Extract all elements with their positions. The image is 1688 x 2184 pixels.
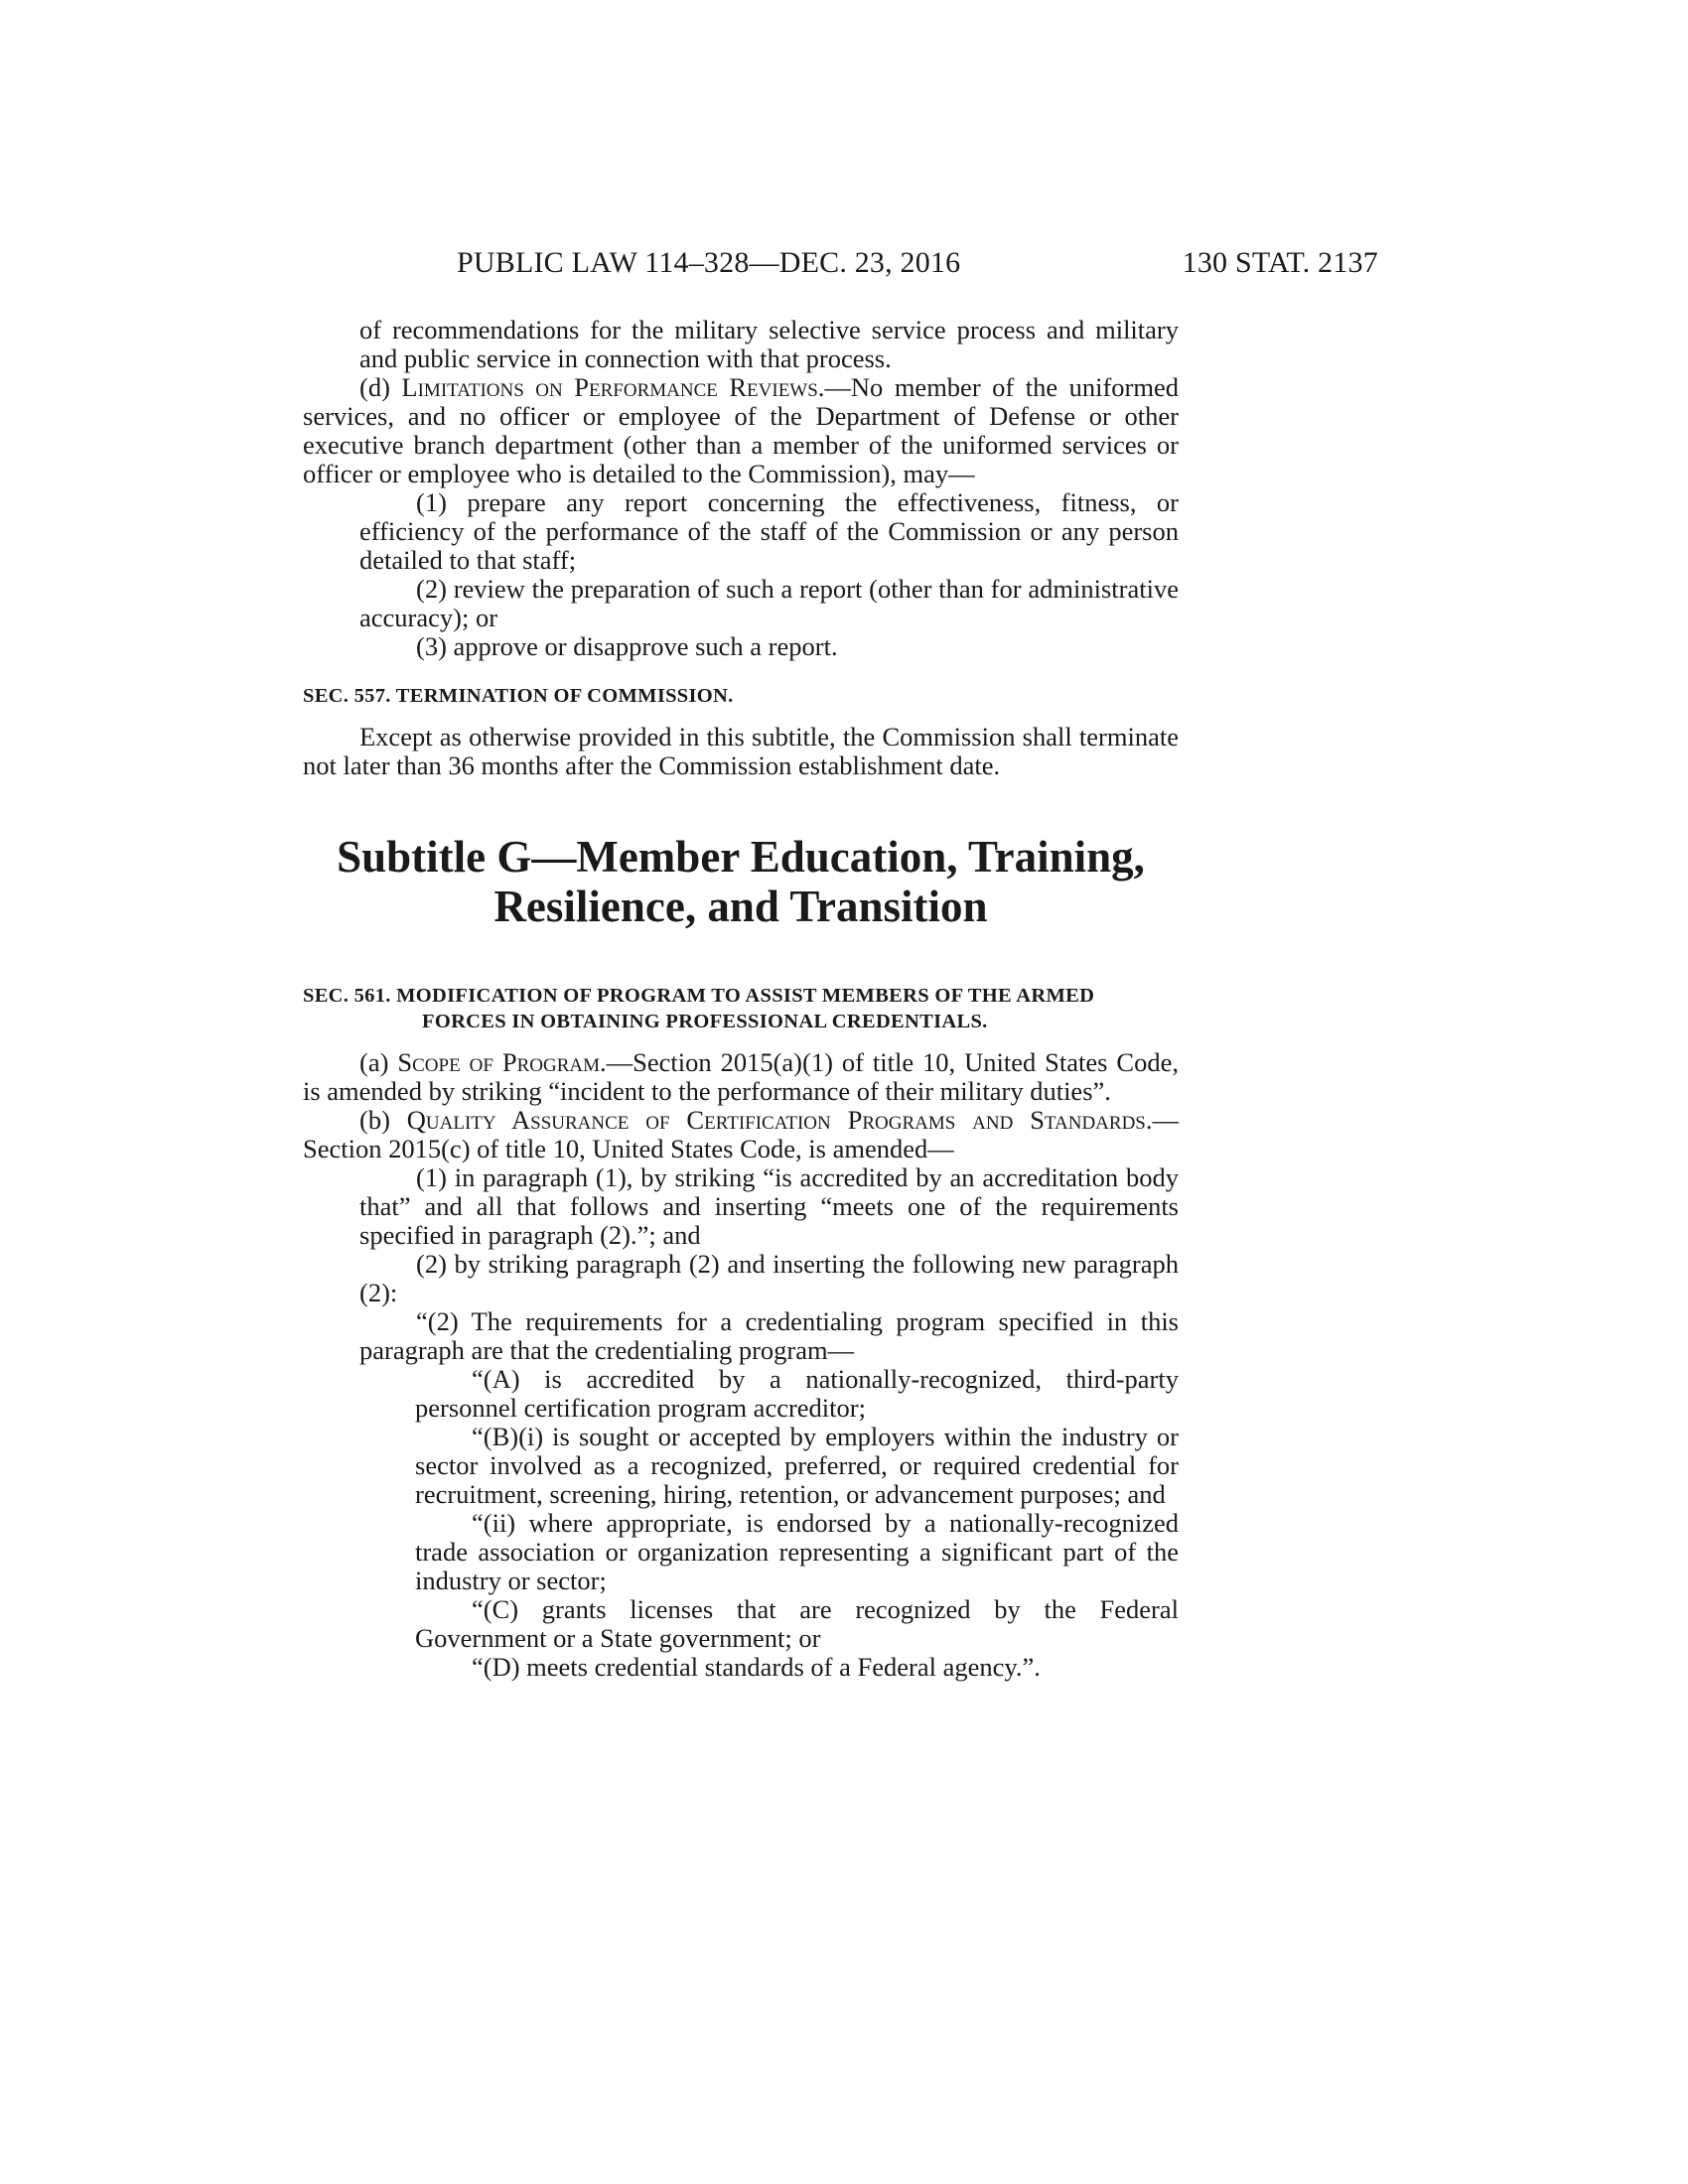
subsection-a-label: (a): [359, 1047, 398, 1077]
subsection-a-text: .—Section 2015(a)(1) of title 10, United States Code, is amended by striking “incident to the performance of their military duties”.: [303, 1047, 1179, 1106]
paragraph-d-3: (3) approve or disapprove such a report.: [416, 631, 838, 661]
paragraph-d-2: (2) review the preparation of such a report (other than for administrative accuracy); or: [359, 574, 1179, 632]
subsection-d-label: (d): [359, 372, 402, 402]
paragraph-b-2: (2) by striking paragraph (2) and inserting the following new paragraph (2):: [359, 1249, 1179, 1307]
subsection-d: [303, 373, 1179, 488]
subsection-d-text: .—No member of the uniformed services, and no officer or employee of the Department of Defense or other executive branch department (other than a member of the uniformed services or officer or employee who is detailed to the Commission), may—: [303, 372, 1179, 488]
subsection-b-label: (b): [359, 1105, 407, 1135]
subparagraph-C: “(C) grants licenses that are recognized by the Federal Government or a State government; or: [415, 1594, 1179, 1653]
paragraph-d-1: (1) prepare any report concerning the effectiveness, fitness, or efficiency of the performance of the staff of the Commission or any person detailed to that staff;: [359, 487, 1179, 575]
subtitle-heading-line2: Resilience, and Transition: [493, 882, 988, 931]
subparagraph-B-ii: “(ii) where appropriate, is endorsed by a nationally-recognized trade association or organization representing a significant part of the industry or sector;: [415, 1508, 1179, 1595]
subparagraph-D: “(D) meets credential standards of a Federal agency.”.: [472, 1652, 1041, 1682]
subsection-a: [303, 1048, 1179, 1106]
subtitle-heading-line1: Subtitle G—Member Education, Training,: [337, 832, 1145, 882]
subsection-b-heading: Quality Assurance of Certification Programs and Standards: [406, 1105, 1146, 1135]
paragraph-b-1: (1) in paragraph (1), by striking “is accredited by an accreditation body that” and all that follows and inserting “meets one of the requirements specified in paragraph (2).”; and: [359, 1162, 1179, 1250]
section-557-text: Except as otherwise provided in this subtitle, the Commission shall terminate not later than 36 months after the Commission establishment date.: [303, 722, 1179, 780]
new-paragraph-2: “(2) The requirements for a credentialing program specified in this paragraph are that the credentialing program—: [359, 1306, 1179, 1365]
running-head: PUBLIC LAW 114–328—DEC. 23, 2016: [457, 246, 961, 279]
statute-page-number: 130 STAT. 2137: [1182, 246, 1378, 279]
page-header: [303, 246, 1378, 286]
document-body: [303, 316, 1179, 1682]
subparagraph-A: “(A) is accredited by a nationally-recognized, third-party personnel certification program accreditor;: [415, 1364, 1179, 1423]
paragraph-continuation: of recommendations for the military selective service process and military and public service in connection with that process.: [359, 315, 1179, 373]
subparagraph-B-i: “(B)(i) is sought or accepted by employers within the industry or sector involved as a recognized, preferred, or required credential for recruitment, screening, hiring, retention, or advancement purposes; and: [415, 1422, 1179, 1509]
section-561-heading: SEC. 561. MODIFICATION OF PROGRAM TO ASSIST MEMBERS OF THE ARMED FORCES IN OBTAINING PROFESSIONAL CREDENTIALS.: [303, 985, 1095, 1032]
section-557-heading: SEC. 557. TERMINATION OF COMMISSION.: [303, 685, 734, 707]
subsection-a-heading: Scope of Program: [397, 1047, 601, 1077]
subsection-b: [303, 1106, 1179, 1163]
subsection-b-text: .—Section 2015(c) of title 10, United States Code, is amended—: [303, 1105, 1179, 1163]
subsection-d-heading: Limitations on Performance Reviews: [401, 372, 818, 402]
